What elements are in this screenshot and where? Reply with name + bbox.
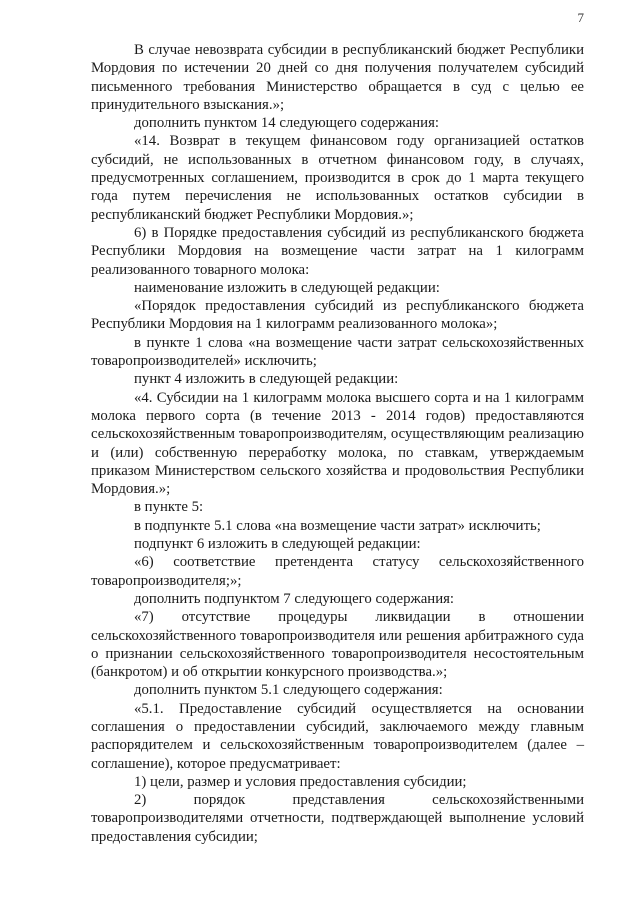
paragraph-point-1-change: в пункте 1 слова «на возмещение части затрат сельскохозяйственных товаропроизводителей» исключить;: [91, 334, 584, 370]
paragraph-new-title: «Порядок предоставления субсидий из республиканского бюджета Республики Мордовия на 1 килограмм реализованного молока»;: [91, 298, 584, 333]
paragraph-list-item-2: 2) порядок представления сельскохозяйственными товаропроизводителями отчетности, подтверждающей выполнение условий предоставления субсидии;: [91, 792, 584, 845]
paragraph-point-5-1-text: «5.1. Предоставление субсидий осуществляется на основании соглашения о предоставлении субсидий, заключаемого между главным распорядителем и сельскохозяйственным товаропроизводителем (далее – соглашение), которое предусматривает:: [91, 700, 584, 772]
paragraph-point-14-text: «14. Возврат в текущем финансовом году организацией остатков субсидий, не использованных в отчетном финансовом году, в случаях, предусмотренных соглашением, производится в срок до 1 марта текущего года путем перечисления не использованных остатков субсидии в республиканский бюджет Республики Мордовия.»;: [91, 133, 584, 223]
page-number: 7: [577, 10, 584, 25]
paragraph-add-point-5-1: дополнить пунктом 5.1 следующего содержания:: [134, 682, 443, 699]
paragraph-add-point-14: дополнить пунктом 14 следующего содержания:: [134, 115, 440, 132]
paragraph-item-6-procedure: 6) в Порядке предоставления субсидий из республиканского бюджета Республики Мордовия на возмещение части затрат на 1 килограмм реализованного товарного молока:: [91, 224, 584, 278]
document-body: [91, 41, 584, 846]
paragraph-add-subpoint-7: дополнить подпунктом 7 следующего содержания:: [134, 590, 455, 607]
paragraph-subpoint-5-1: в подпункте 5.1 слова «на возмещение части затрат» исключить;: [134, 517, 541, 534]
paragraph-subpoint-6-change: подпункт 6 изложить в следующей редакции:: [134, 536, 421, 553]
paragraph-subpoint-6-text: «6) соответствие претендента статусу сельскохозяйственного товаропроизводителя;»;: [91, 554, 584, 589]
paragraph-refund-court: В случае невозврата субсидии в республиканский бюджет Республики Мордовия по истечении 20 дней со дня получения получателем субсидий письменного требования Министерство обращается в суд с целью ее принудительного взыскания.»;: [91, 42, 584, 113]
paragraph-point-5: в пункте 5:: [134, 499, 204, 516]
paragraph-title-change: наименование изложить в следующей редакции:: [134, 279, 440, 296]
paragraph-subpoint-7-text: «7) отсутствие процедуры ликвидации в отношении сельскохозяйственного товаропроизводителя или решения арбитражного суда о признании сельскохозяйственного товаропроизводителя несостоятельным (банкротом) и об открытии конкурсного производства.»;: [91, 609, 584, 681]
paragraph-list-item-1: 1) цели, размер и условия предоставления субсидии;: [134, 773, 467, 790]
paragraph-point-4-change: пункт 4 изложить в следующей редакции:: [134, 371, 399, 388]
paragraph-point-4-text: «4. Субсидии на 1 килограмм молока высшего сорта и на 1 килограмм молока первого сорта (в течение 2013 - 2014 годов) предоставляются сельскохозяйственным товаропроизводителям, осуществляющим реализацию и (или) собственную переработку молока, по ставкам, утверждаемым приказом Министерством сельского хозяйства и продовольствия Республики Мордовия.»;: [91, 389, 584, 498]
